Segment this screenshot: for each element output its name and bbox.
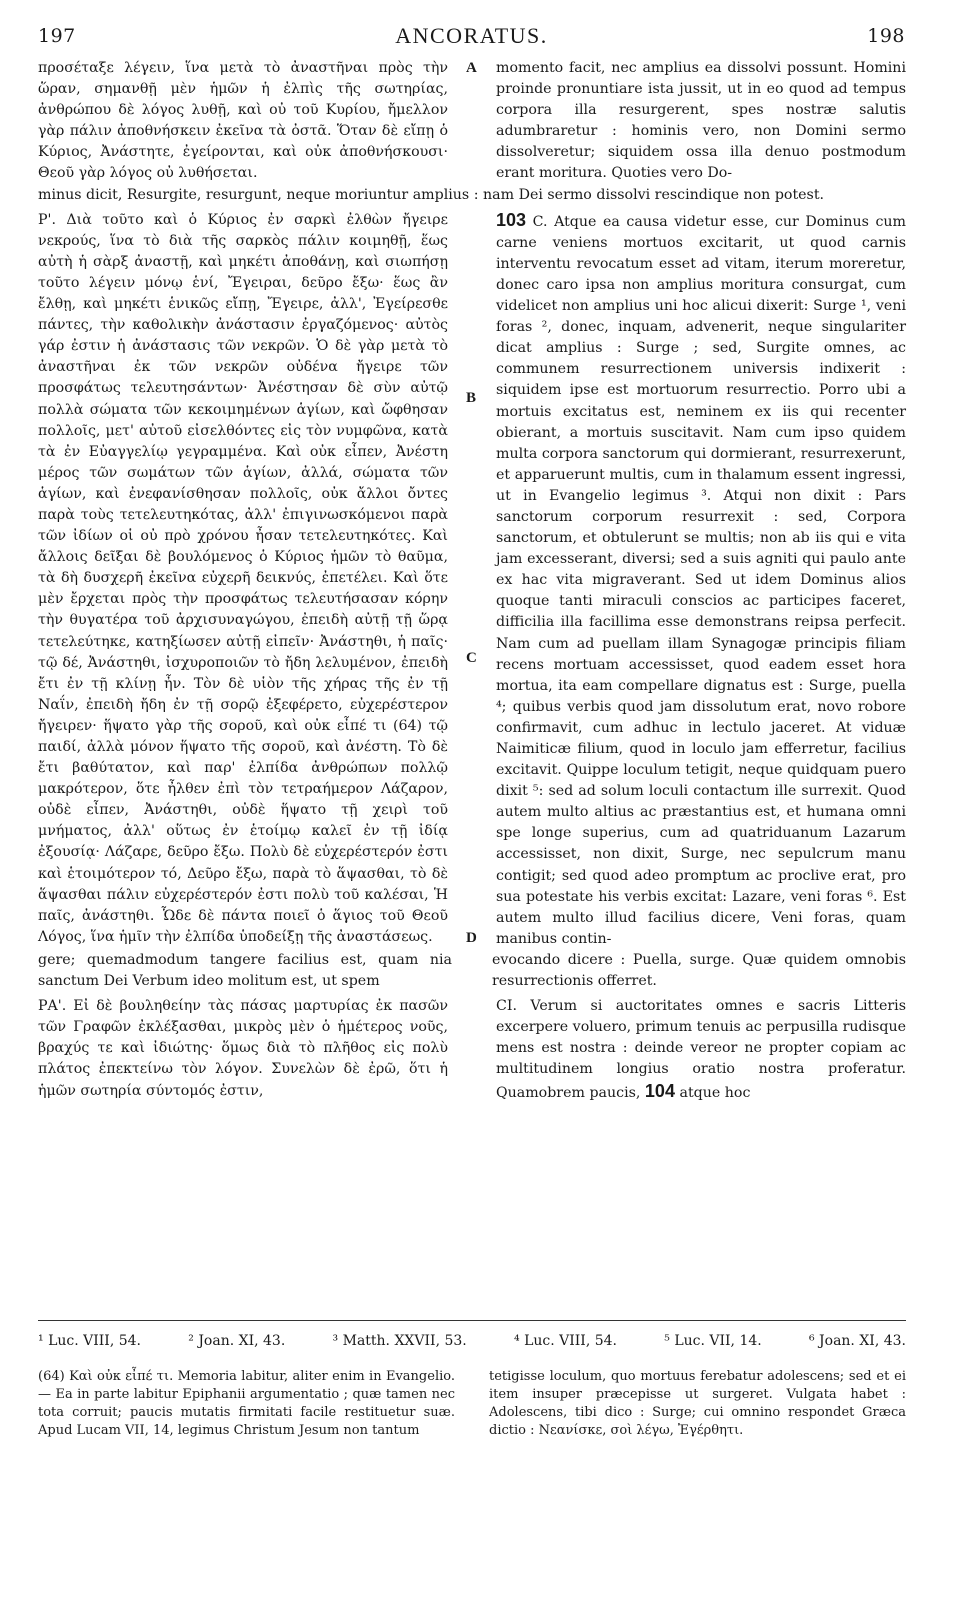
marker-c: C [466, 649, 477, 666]
ref-1: ¹ Luc. VIII, 54. [38, 1333, 141, 1349]
right-page-number: 198 [867, 25, 905, 47]
page-title: ANCORATUS. [395, 23, 548, 48]
marker-a: A [466, 60, 477, 76]
ref-2: ² Joan. XI, 43. [188, 1333, 286, 1349]
greek-column-3: ΡΑ'. Εἰ δὲ βουληθείην τὰς πάσας μαρτυρίας ἐκ πασῶν τῶν Γραφῶν ἐκλέξασθαι, μικρὸς μὲν ὁ ἡμέτερος νοῦς, βραχύς τε καὶ ἰδιώτης· ὅμως διὰ τὸ πλῆθος εἰς πολὺ πλάτος ἐπεκτείνω τὸν λόγον. Συνελὼν δὲ ἐρῶ, ὅτι ἡ ἡμῶν σωτηρία σύντομός ἐστιν, [38, 998, 448, 1099]
latin-column-2 [490, 210, 906, 950]
running-header [38, 18, 905, 54]
greek-column-2: Ρ'. Διὰ τοῦτο καὶ ὁ Κύριος ἐν σαρκὶ ἐλθὼν ἤγειρε νεκρούς, ἵνα τὸ διὰ τῆς σαρκὸς πάλιν κοιμηθῇ, ἕως αὐτὴ ἡ σὰρξ ἀναστῇ, καὶ μηκέτι ἀποθάνῃ, καὶ σιωπήσῃ τοῦτο λέγειν μόνῳ ἑνί, Ἔγειραι, δεῦρο ἔξω· ἕως ἂν ἔλθῃ, καὶ μηκέτι ἑνικῶς εἴπῃ, Ἔγειρε, ἀλλ', Ἐγείρεσθε πάντες, τὴν καθολικὴν ἀνάστασιν ἐργαζόμενος· αὐτὸς γάρ ἐστιν ἡ ἀνάστασις τῶν νεκρῶν. Ὁ δὲ γὰρ μετὰ τὸ ἀναστῆναι ἐκ τῶν νεκρῶν οὐδένα ἤγειρε τῶν προσφάτως τελευτησάντων· Ἀνέστησαν δὲ σὺν αὐτῷ πολλὰ σώματα τῶν κεκοιμημένων ἁγίων, καὶ ὤφθησαν πολλοῖς, μετ' αὐτοῦ εἰσελθόντες εἰς τὸν νυμφῶνα, κατὰ τὰ ἐν Εὐαγγελίῳ γεγραμμένα. Καὶ οὐκ εἶπεν, Ἀνέστη μέρος τῶν σωμάτων τῶν ἁγίων, ἀλλά, σώματα τῶν ἁγίων, καὶ ἐνεφανίσθησαν πολλοῖς, οὐκ ἄλλοι ὄντες παρὰ τοὺς τετελευτηκότας, ἀλλ' ἐπιγινωσκόμενοι παρὰ τῶν ἰδίων οἱ οὐ πρὸ χρόνου ἦσαν τετελευτηκότες. Καὶ ἄλλοις δεῖξαι δὲ βουλόμενος ὁ Κύριος ἡμῶν τὸ θαῦμα, τὰ δὴ δυσχερῆ ἐκεῖνα εὐχερῆ δεικνύς, ἐπετέλει. Καὶ ὅτε μὲν ἔρχεται πρὸς τὴν προσφάτως τελευτήσασαν κόρην τὴν θυγατέρα τοῦ ἀρχισυναγώγου, ἐπειδὴ αὐτῇ τῇ ὥρᾳ τετελεύτηκε, κατηξίωσεν αὐτῇ εἰπεῖν· Ἀνάστηθι, ἡ παῖς· τῷ δέ, Ἀνάστηθι, ἰσχυροποιῶν τὸ ἤδη λελυμένον, ἐπειδὴ ἔτι ἐν τῇ κλίνῃ ἦν. Τὸν δὲ υἱὸν τῆς χήρας τῆς ἐν τῇ Ναΐν, ἐπειδὴ ἤδη ἐν τῇ σορῷ ἐξεφέρετο, εὐχερέστερον ἤγειρεν· ἥψατο γὰρ τῆς σοροῦ, καὶ οὐκ εἶπέ τι (64) τῷ παιδί, ἀλλὰ μόνον ἥψατο τῆς σοροῦ, καὶ ἀνέστη. Τὸ δὲ ἔτι βαθύτατον, καὶ παρ' ἐλπίδα ἀνθρώπων πολλῷ μακρότερον, ὅτε ἦλθεν ἐπὶ τὸν τετραήμερον Λάζαρον, οὐδὲ εἶπεν, Ἀνάστηθι, οὐδὲ ἥψατο τῇ χειρὶ τοῦ μνήματος, ἀλλ' οὕτως ἐν ἑτοίμῳ καλεῖ ἐν τῇ ἰδίᾳ ἐξουσίᾳ· Λάζαρε, δεῦρο ἔξω. Πολὺ δὲ εὐχερέστερόν ἐστι καὶ ἑτοιμότερον τό, Δεῦρο ἔξω, παρὰ τὸ ἅψασθαι, τὸ δὲ ἅψασθαι πάλιν εὐχερέστερόν ἐστι πολὺ τοῦ καλέσαι, Ἡ παῖς, ἀνάστηθι. Ὧδε δὲ πάντα ποιεῖ ὁ ἅγιος τοῦ Θεοῦ Λόγος, ἵνα ἡμῖν τὴν ἐλπίδα ὑποδείξῃ τῆς ἀναστάσεως. [38, 211, 448, 945]
latin-text-3-end: atque hoc [679, 1084, 751, 1101]
ref-6: ⁶ Joan. XI, 43. [808, 1333, 906, 1349]
margin-gap [454, 996, 490, 1103]
body-text [38, 58, 906, 1104]
bridge-line-2 [38, 950, 906, 992]
parallel-block-2 [38, 210, 906, 950]
parallel-block-3 [38, 996, 906, 1103]
ref-3: ³ Matth. XXVII, 53. [332, 1333, 467, 1349]
latin-text-2: C. Atque ea causa videtur esse, cur Dominus cum carne veniens mortuos excitarit, ut quod carnis interventu revocatum esset ad vitam, iterum moreretur, donec caro ipsa non amplius moritura consurgat, cum videlicet non amplius uni hoc alicui dixerit: Surge ¹, veni foras ², donec, inquam, advenerit, neque singulariter dicat amplius : Surge ; sed, Surgite omnes, ac communem resurrectionem universis indixerit : siquidem ipse est mortuorum resurrectio. Porro ubi a mortuis excitatus est, neminem ex iis qui recenter obierant, a mortuis suscitavit. Nam cum ipso quidem multa corpora sanctorum qui dormierant, resurrexerunt, et apparuerunt multis, cum in thalamum essent ingressi, ut in Evangelio legimus ³. Atqui non dixit : Pars sanctorum corporum resurrexit : sed, Corpora sanctorum, et obtulerunt se multis; non ab iis qui e vita jam excesserant, diversi; sed a suis agniti qui paulo ante ex hac vita migraverant. Sed ut idem Dominus alios quoque tanti miraculi conscios ac participes faceret, difficilia illa facillima esse demonstrans reipsa perfecit. Nam cum ad puellam illam Synagogæ principis filiam recens mortuam accessisset, quod eadem esset hora mortua, ita eam compellare dignatus est : Surge, puella ⁴; quibus verbis quod jam dissolutum erat, novo robore confirmavit, cum adhuc in lectulo jaceret. At viduæ Naimiticæ filium, quod in loculo jam efferretur, facilius excitavit. Quippe loculum tetigit, neque quidquam puero dixit ⁵: sed ad solum loculi contactum ille surrexit. Quod autem multo altius ac præstantius est, et humana omni spe longe superius, cum ad quatriduanum Lazarum accessisset, non dixit, Surge, nec sepulcrum manu contigit; sed quod adeo promptum ac proclive erat, pro sua potestate his verbis excitat: Lazare, veni foras ⁶. Est autem multo illud facilius dicere, Veni foras, quam manibus contin- [496, 213, 907, 947]
section-number-103: 103 [496, 209, 527, 230]
bridge-right: evocando dicere : Puella, surge. Quæ quidem omnobis resurrectionis offerret. [492, 951, 906, 990]
left-page-number: 197 [38, 25, 76, 47]
latin-column-3 [490, 996, 906, 1103]
ref-5: ⁵ Luc. VII, 14. [664, 1333, 762, 1349]
note-left: (64) Καὶ οὐκ εἶπέ τι. Memoria labitur, aliter enim in Evangelio. — Ea in parte labitur Epiphanii argumentatio ; quæ tamen nec tota corruit; paucis mutatis firmitati facile restituetur suæ. Apud Lucam VII, 14, legimus Christum Jesum non tantum [38, 1369, 455, 1438]
note-right: tetigisse loculum, quo mortuus ferebatur adolescens; sed et ei item insuper præcepisse ut surgeret. Vulgata habet : Adolescens, tibi dico : Surge; cui omnino respondet Græca dictio : Νεανίσκε, σοὶ λέγω, Ἐγέρθητι. [489, 1369, 906, 1438]
bridge-line-1: minus dicit, Resurgite, resurgunt, neque moriuntur amplius : nam Dei sermo dissolvi rescindique non potest. [38, 186, 825, 203]
parallel-block-1 [38, 58, 906, 185]
editor-notes [38, 1368, 906, 1440]
bridge-left: gere; quemadmodum tangere facilius est, quam nia sanctum Dei Verbum ideo molitum est, ut spem [38, 951, 452, 990]
ref-4: ⁴ Luc. VIII, 54. [514, 1333, 617, 1349]
scripture-references [38, 1320, 906, 1349]
latin-text-3: CI. Verum si auctoritates omnes e sacris Litteris excerpere voluero, primum tenuis ac perpusilla rudisque mens est nostra : deinde vereor ne propter copiam ac multitudinem longius oratio nostra proferatur. Quamobrem paucis, [496, 998, 907, 1101]
greek-column: προσέταξε λέγειν, ἵνα μετὰ τὸ ἀναστῆναι πρὸς τὴν ὥραν, σημανθῇ μὲν ἡμῶν ἡ ἐλπὶς τῆς σωτηρίας, ἀνθρώπου δὲ λόγος λυθῇ, καὶ οὐ τοῦ Κυρίου, ἤμελλον γὰρ πάλιν ἀποθνήσκειν ἐκεῖνα τὰ ὀστᾶ. Ὅταν δὲ εἴπῃ ὁ Κύριος, Ἀνάστητε, ἐγείρονται, καὶ οὐκ ἀποθνήσκουσι· Θεοῦ γὰρ λόγος οὐ λυθήσεται. [38, 60, 448, 182]
latin-column: momento facit, nec amplius ea dissolvi possunt. Homini proinde pronuntiare ista jussit, ut in eo quod ad tempus corpora illa resurgerent, spes nostræ salutis adumbraretur : hominis vero, non Domini sermo dissolveretur; siquidem ossa illa denuo postmodum erant moritura. Quoties vero Do- [496, 60, 906, 182]
marker-b: B [466, 389, 477, 406]
section-number-104: 104 [644, 1080, 675, 1101]
marker-d: D [466, 929, 477, 946]
margin-markers [454, 58, 490, 185]
margin-markers-2 [454, 210, 490, 950]
